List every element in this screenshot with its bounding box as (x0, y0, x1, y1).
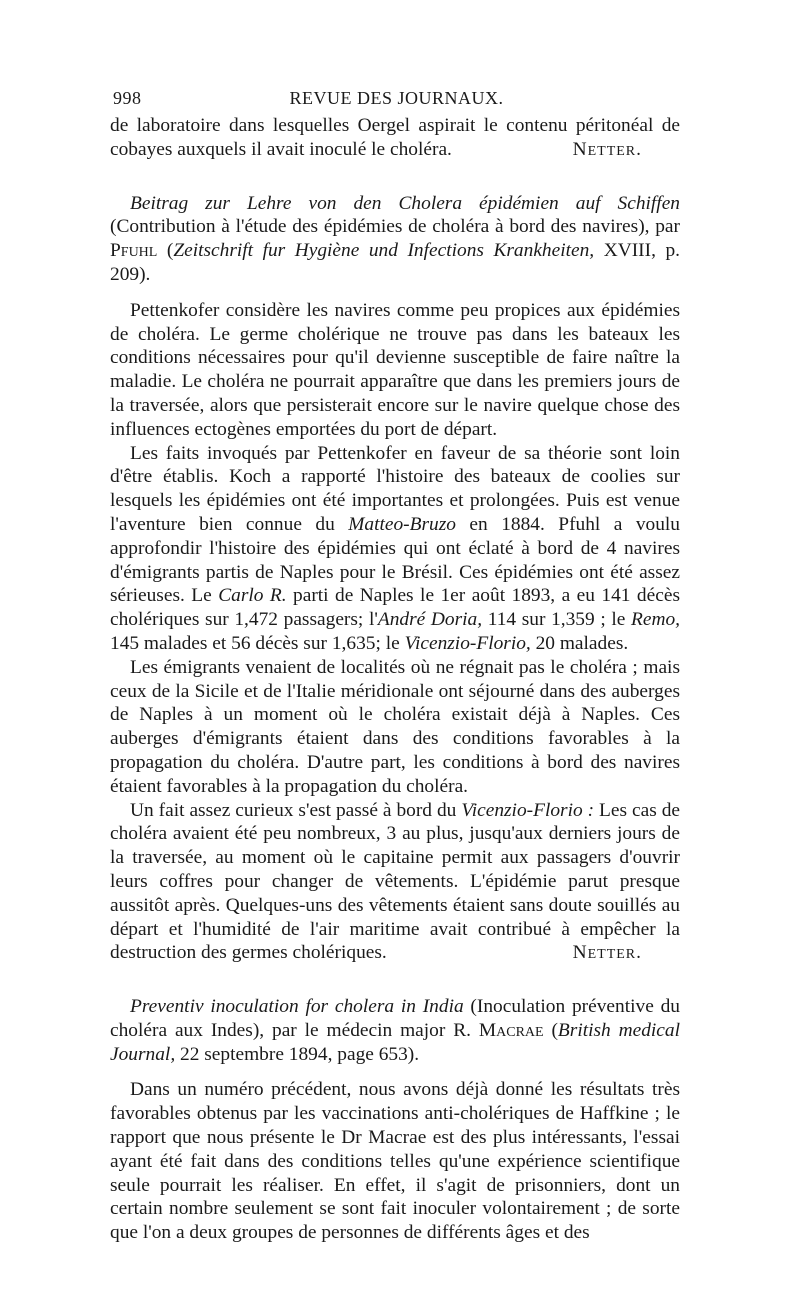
journal-name: British medical Journal, (110, 1019, 680, 1065)
page-body (110, 114, 680, 1245)
article-heading (110, 995, 680, 1066)
ship-name: Matteo-Bruzo (348, 513, 456, 535)
paragraph-text: 114 sur 1,359 ; le (482, 609, 632, 631)
article-title-translation: (Inoculation préventive du choléra aux Indes), par le médecin major R. (110, 996, 680, 1041)
ship-name: André Doria, (377, 609, 483, 631)
ship-name: Carlo R. (218, 585, 287, 607)
citation-open: ( (157, 240, 174, 262)
paragraph: Pettenkofer considère les navires comme peu propices aux épidémies de choléra. Le germe cholérique ne trouve pas dans les bateaux les conditions nécessaires pour qu'il devienne susceptible de faire naître la maladie. Le choléra ne pourrait apparaître que dans les premiers jours de la traversée, alors que persisterait encore sur le navire quelque chose des influences ectogènes emportées du port de départ. (110, 299, 680, 440)
author-signature: Netter. (572, 138, 642, 160)
citation-open: ( (543, 1019, 558, 1041)
running-title: REVUE DES JOURNAUX. (289, 88, 504, 108)
paragraph-text: 145 malades et 56 décès sur 1,635; le (110, 632, 405, 654)
paragraph: Les émigrants venaient de localités où ne régnait pas le choléra ; mais ceux de la Sicile et de l'Italie méridionale ont séjourné dans des auberges de Naples à un moment où le choléra existait déjà à Naples. Ces auberges d'émigrants étaient dans des conditions favorables à la propagation du choléra. D'autre part, les conditions à bord des navires étaient favorables à la propagation du choléra. (110, 656, 680, 797)
paragraph-text: Les cas de choléra avaient été peu nombreux, 3 au plus, jusqu'aux derniers jours de la traversée, au moment où le capitaine permit aux passagers d'ouvrir leurs coffres pour changer de vêtements. L'épidémie parut presque aussitôt après. Quelques-uns des vêtements étaient sans doute souillés au départ et l'humidité de l'air maritime avait contribué à empêcher la destruction des germes cholériques. (110, 799, 681, 964)
article-continuation (110, 114, 680, 162)
article-title-translation: (Contribution à l'étude des épidémies de choléra à bord des navires), par (110, 216, 680, 238)
ship-name: Vicenzio-Florio : (461, 799, 595, 821)
page-number: 998 (113, 88, 142, 108)
page-header (113, 88, 680, 114)
ship-name: Vicenzio-Florio, (404, 632, 531, 654)
article-title: Beitrag zur Lehre von den Cholera épidémien auf Schiffen (130, 192, 680, 214)
citation-details: XVIII, p. 209). (110, 240, 680, 285)
article-author: Macrae (478, 1019, 544, 1041)
author-signature: Netter. (572, 942, 642, 964)
article-author: Pfuhl (110, 240, 158, 262)
paragraph (110, 442, 680, 656)
paragraph (110, 799, 680, 966)
journal-name: Zeitschrift fur Hygiène und Infections Krankheiten, (173, 240, 595, 262)
paragraph-text: en 1884. Pfuhl a voulu approfondir l'histoire des épidémies qui ont éclaté à bord de 4 navires d'émigrants partis de Naples pour le Brésil. Ces épidémies ont été assez sérieuses. Le (110, 513, 680, 607)
article-title: Preventiv inoculation for cholera in India (130, 996, 464, 1018)
continuation-text: de laboratoire dans lesquelles Oergel aspirait le contenu péritonéal de cobayes auxquels il avait inoculé le choléra. (110, 115, 680, 160)
paragraph-text: Un fait assez curieux s'est passé à bord du (130, 799, 462, 821)
paragraph-text: Les faits invoqués par Pettenkofer en faveur de sa théorie sont loin d'être établis. Koch a rapporté l'histoire des bateaux de coolies sur lesquels les épidémies ont été importantes et prolongées. Puis est venue l'aventure bien connue du (110, 442, 680, 535)
paragraph: Dans un numéro précédent, nous avons déjà donné les résultats très favorables obtenus par les vaccinations anti-cholériques de Haffkine ; le rapport que nous présente le Dr Macrae est des plus intéressants, l'essai ayant été fait dans des conditions telles qu'une expérience scientifique seule pourrait les réaliser. En effet, il s'agit de prisonniers, dont un certain nombre seulement se sont fait inoculer volontairement ; de sorte que l'on a deux groupes de personnes de différents âges et des (110, 1079, 680, 1244)
paragraph-text: parti de Naples le 1er août 1893, a eu 141 décès cholériques sur 1,472 passagers; l' (110, 585, 680, 631)
ship-name: Remo, (631, 609, 681, 631)
article-heading (110, 192, 680, 287)
paragraph-text: 20 malades. (530, 632, 629, 654)
citation-details: 22 septembre 1894, page 653). (175, 1043, 420, 1065)
